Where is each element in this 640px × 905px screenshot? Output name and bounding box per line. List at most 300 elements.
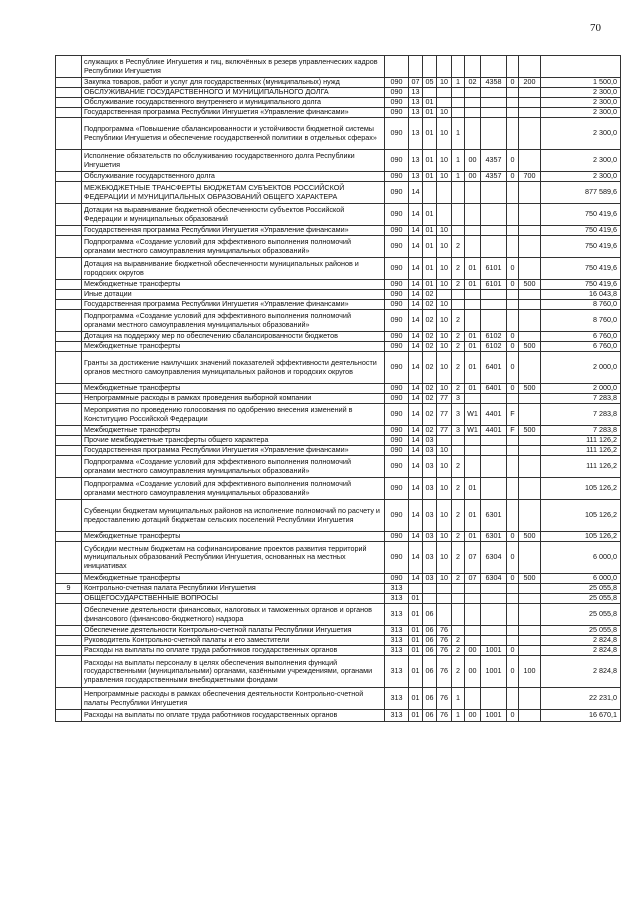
code-subprogram (452, 604, 465, 626)
code-podrazdel: 06 (423, 626, 437, 636)
row-amount: 25 055,8 (541, 626, 621, 636)
code-subprogram (452, 88, 465, 98)
code-direction (481, 236, 507, 258)
code-event: 01 (465, 280, 481, 290)
code-direction: 6304 (481, 574, 507, 584)
code-event: 01 (465, 258, 481, 280)
code-subprogram: 2 (452, 280, 465, 290)
code-event: 01 (465, 332, 481, 342)
code-subprogram: 2 (452, 532, 465, 542)
code-subprogram (452, 626, 465, 636)
code-podrazdel: 01 (423, 150, 437, 172)
code-razdel: 01 (409, 636, 423, 646)
row-number (56, 646, 82, 656)
code-podrazdel (423, 88, 437, 98)
table-row (56, 574, 621, 584)
code-razdel: 13 (409, 108, 423, 118)
code-suffix (507, 636, 519, 646)
code-podrazdel: 03 (423, 456, 437, 478)
row-name: Дотация на поддержку мер по обеспечению сбалансированности бюджетов (82, 332, 385, 342)
code-subprogram (452, 204, 465, 226)
code-suffix: 0 (507, 656, 519, 688)
code-event (465, 584, 481, 594)
code-vr (519, 118, 541, 150)
code-direction: 4357 (481, 150, 507, 172)
code-program (437, 594, 452, 604)
row-amount: 2 824,8 (541, 656, 621, 688)
row-name: Обслуживание государственного долга (82, 172, 385, 182)
row-name: Руководитель Контрольно-счетной палаты и его заместители (82, 636, 385, 646)
code-program: 10 (437, 280, 452, 290)
row-number (56, 456, 82, 478)
code-direction: 6102 (481, 342, 507, 352)
code-vr (519, 404, 541, 426)
code-direction: 6101 (481, 280, 507, 290)
row-name: Обеспечение деятельности Контрольно-счетной палаты Республики Ингушетия (82, 626, 385, 636)
code-event: 00 (465, 710, 481, 722)
code-razdel: 01 (409, 626, 423, 636)
row-name: Межбюджетные трансферты (82, 280, 385, 290)
code-event (465, 182, 481, 204)
row-amount: 877 589,6 (541, 182, 621, 204)
code-vr (519, 98, 541, 108)
table-row (56, 88, 621, 98)
code-gl: 090 (385, 384, 409, 394)
code-suffix: 0 (507, 342, 519, 352)
code-subprogram (452, 594, 465, 604)
row-number (56, 300, 82, 310)
code-event (465, 394, 481, 404)
code-direction (481, 310, 507, 332)
code-vr: 500 (519, 574, 541, 584)
code-event (465, 626, 481, 636)
code-razdel: 14 (409, 446, 423, 456)
code-direction (481, 604, 507, 626)
row-number (56, 236, 82, 258)
code-direction (481, 446, 507, 456)
code-podrazdel: 03 (423, 542, 437, 574)
code-podrazdel: 01 (423, 236, 437, 258)
table-row (56, 56, 621, 78)
code-program: 10 (437, 78, 452, 88)
code-podrazdel (423, 56, 437, 78)
row-amount: 2 300,0 (541, 172, 621, 182)
code-suffix (507, 236, 519, 258)
code-vr (519, 204, 541, 226)
code-podrazdel: 03 (423, 478, 437, 500)
code-gl: 090 (385, 150, 409, 172)
code-subprogram (452, 300, 465, 310)
code-direction (481, 118, 507, 150)
code-subprogram (452, 584, 465, 594)
code-vr (519, 300, 541, 310)
code-podrazdel: 01 (423, 258, 437, 280)
code-gl: 313 (385, 710, 409, 722)
code-gl: 090 (385, 500, 409, 532)
code-subprogram (452, 436, 465, 446)
table-row (56, 78, 621, 88)
table-row (56, 236, 621, 258)
code-razdel: 13 (409, 118, 423, 150)
code-program: 10 (437, 574, 452, 584)
table-row (56, 280, 621, 290)
code-gl: 090 (385, 98, 409, 108)
code-event (465, 108, 481, 118)
code-program: 10 (437, 532, 452, 542)
code-razdel: 14 (409, 404, 423, 426)
code-gl: 090 (385, 404, 409, 426)
code-suffix (507, 310, 519, 332)
code-razdel: 14 (409, 394, 423, 404)
code-vr (519, 594, 541, 604)
row-name: Расходы на выплаты по оплате труда работников государственных органов (82, 710, 385, 722)
code-direction (481, 626, 507, 636)
code-subprogram: 2 (452, 236, 465, 258)
code-suffix (507, 118, 519, 150)
row-name: Подпрограмма «Создание условий для эффективного выполнения полномочий органами местного самоуправления муниципальных образований» (82, 456, 385, 478)
code-podrazdel: 03 (423, 436, 437, 446)
code-podrazdel: 01 (423, 226, 437, 236)
code-gl: 313 (385, 688, 409, 710)
code-subprogram: 2 (452, 478, 465, 500)
code-event: 00 (465, 172, 481, 182)
code-gl: 090 (385, 290, 409, 300)
code-vr (519, 150, 541, 172)
code-vr (519, 352, 541, 384)
table-row (56, 204, 621, 226)
row-name: Обеспечение деятельности финансовых, налоговых и таможенных органов и органов финансового (финансово-бюджетного) надзора (82, 604, 385, 626)
row-amount: 25 055,8 (541, 594, 621, 604)
code-event: 00 (465, 150, 481, 172)
code-gl: 090 (385, 226, 409, 236)
code-direction (481, 594, 507, 604)
code-direction: 6401 (481, 384, 507, 394)
code-subprogram (452, 98, 465, 108)
row-amount (541, 56, 621, 78)
code-vr (519, 646, 541, 656)
code-suffix: F (507, 404, 519, 426)
code-program: 10 (437, 352, 452, 384)
code-program: 76 (437, 710, 452, 722)
page-number: 70 (590, 22, 601, 34)
code-vr (519, 182, 541, 204)
code-razdel: 01 (409, 688, 423, 710)
row-name: Межбюджетные трансферты (82, 426, 385, 436)
row-amount: 16 043,8 (541, 290, 621, 300)
code-direction: 4357 (481, 172, 507, 182)
code-subprogram: 2 (452, 342, 465, 352)
code-event: 01 (465, 500, 481, 532)
code-direction (481, 456, 507, 478)
code-subprogram: 2 (452, 646, 465, 656)
code-program: 76 (437, 656, 452, 688)
row-amount: 1 500,0 (541, 78, 621, 88)
code-razdel: 14 (409, 290, 423, 300)
code-direction (481, 98, 507, 108)
code-suffix: 0 (507, 78, 519, 88)
row-number (56, 172, 82, 182)
row-number: 9 (56, 584, 82, 594)
table-row (56, 542, 621, 574)
code-direction: 6101 (481, 258, 507, 280)
code-suffix (507, 204, 519, 226)
code-suffix: 0 (507, 332, 519, 342)
code-suffix (507, 446, 519, 456)
code-suffix (507, 626, 519, 636)
row-number (56, 394, 82, 404)
code-vr: 500 (519, 426, 541, 436)
row-name: ОБЩЕГОСУДАРСТВЕННЫЕ ВОПРОСЫ (82, 594, 385, 604)
table-row (56, 108, 621, 118)
code-event: 01 (465, 384, 481, 394)
code-podrazdel: 03 (423, 532, 437, 542)
code-program (437, 182, 452, 204)
row-number (56, 384, 82, 394)
row-name: Исполнение обязательств по обслуживанию государственного долга Республики Ингушетия (82, 150, 385, 172)
code-gl: 090 (385, 532, 409, 542)
code-subprogram (452, 226, 465, 236)
code-program: 10 (437, 384, 452, 394)
code-direction: 4401 (481, 404, 507, 426)
code-direction (481, 226, 507, 236)
table-row (56, 594, 621, 604)
row-number (56, 542, 82, 574)
row-name: Закупка товаров, работ и услуг для государственных (муниципальных) нужд (82, 78, 385, 88)
row-amount: 25 055,8 (541, 604, 621, 626)
row-name: Непрограммные расходы в рамках обеспечения деятельности Контрольно-счетной палаты Республики Ингушетия (82, 688, 385, 710)
code-event (465, 290, 481, 300)
row-number (56, 310, 82, 332)
code-event: 00 (465, 646, 481, 656)
code-suffix (507, 108, 519, 118)
row-number (56, 258, 82, 280)
code-razdel: 01 (409, 656, 423, 688)
code-razdel: 14 (409, 456, 423, 478)
code-podrazdel: 03 (423, 574, 437, 584)
row-amount: 25 055,8 (541, 584, 621, 594)
code-direction: 6301 (481, 500, 507, 532)
code-suffix: 0 (507, 280, 519, 290)
code-suffix (507, 594, 519, 604)
code-program: 10 (437, 226, 452, 236)
row-amount: 2 300,0 (541, 108, 621, 118)
code-podrazdel: 02 (423, 310, 437, 332)
code-razdel: 14 (409, 426, 423, 436)
code-razdel: 14 (409, 436, 423, 446)
code-podrazdel: 01 (423, 204, 437, 226)
code-vr (519, 710, 541, 722)
code-subprogram: 1 (452, 710, 465, 722)
code-podrazdel: 06 (423, 710, 437, 722)
code-event: 07 (465, 574, 481, 584)
code-suffix (507, 604, 519, 626)
row-number (56, 626, 82, 636)
code-razdel: 01 (409, 710, 423, 722)
row-amount: 750 419,6 (541, 236, 621, 258)
row-amount: 105 126,2 (541, 500, 621, 532)
code-program: 76 (437, 636, 452, 646)
code-suffix (507, 98, 519, 108)
code-subprogram (452, 182, 465, 204)
code-program: 10 (437, 118, 452, 150)
row-number (56, 594, 82, 604)
code-podrazdel (423, 584, 437, 594)
code-suffix (507, 500, 519, 532)
code-suffix: F (507, 426, 519, 436)
row-name: Подпрограмма «Создание условий для эффективного выполнения полномочий органами местного самоуправления муниципальных образований» (82, 236, 385, 258)
table-row (56, 456, 621, 478)
code-podrazdel: 06 (423, 636, 437, 646)
code-subprogram: 2 (452, 352, 465, 384)
code-event: 00 (465, 656, 481, 688)
row-number (56, 688, 82, 710)
code-gl (385, 56, 409, 78)
code-razdel: 14 (409, 342, 423, 352)
table-row (56, 710, 621, 722)
code-podrazdel (423, 594, 437, 604)
code-gl: 090 (385, 280, 409, 290)
code-program (437, 56, 452, 78)
code-vr (519, 478, 541, 500)
code-razdel: 14 (409, 332, 423, 342)
code-event (465, 456, 481, 478)
code-suffix (507, 436, 519, 446)
row-number (56, 108, 82, 118)
code-program (437, 204, 452, 226)
code-direction (481, 584, 507, 594)
row-number (56, 656, 82, 688)
row-name: Государственная программа Республики Ингушетия «Управление финансами» (82, 226, 385, 236)
row-number (56, 88, 82, 98)
code-suffix: 0 (507, 574, 519, 584)
code-gl: 090 (385, 542, 409, 574)
table-row (56, 300, 621, 310)
code-vr (519, 584, 541, 594)
code-event: 02 (465, 78, 481, 88)
code-podrazdel: 02 (423, 352, 437, 384)
code-gl: 090 (385, 456, 409, 478)
row-name: Межбюджетные трансферты (82, 342, 385, 352)
code-podrazdel: 03 (423, 500, 437, 532)
code-razdel: 13 (409, 150, 423, 172)
code-suffix: 0 (507, 710, 519, 722)
row-name: Государственная программа Республики Ингушетия «Управление финансами» (82, 300, 385, 310)
code-suffix: 0 (507, 384, 519, 394)
code-event (465, 226, 481, 236)
code-razdel: 07 (409, 78, 423, 88)
row-number (56, 352, 82, 384)
row-amount: 8 760,0 (541, 300, 621, 310)
code-direction (481, 290, 507, 300)
code-program: 77 (437, 426, 452, 436)
table-row (56, 584, 621, 594)
table-row (56, 404, 621, 426)
row-amount: 111 126,2 (541, 436, 621, 446)
table-row (56, 656, 621, 688)
code-subprogram: 1 (452, 150, 465, 172)
code-gl: 090 (385, 310, 409, 332)
code-podrazdel: 02 (423, 404, 437, 426)
row-name: Мероприятия по проведению голосования по одобрению внесения изменений в Конституцию Российской Федерации (82, 404, 385, 426)
code-event: W1 (465, 404, 481, 426)
code-program: 10 (437, 332, 452, 342)
code-vr (519, 688, 541, 710)
code-gl: 090 (385, 446, 409, 456)
code-vr (519, 446, 541, 456)
code-program: 76 (437, 626, 452, 636)
code-direction (481, 88, 507, 98)
code-gl: 090 (385, 88, 409, 98)
code-program: 10 (437, 500, 452, 532)
code-razdel: 14 (409, 236, 423, 258)
code-suffix (507, 290, 519, 300)
code-suffix (507, 478, 519, 500)
code-subprogram (452, 446, 465, 456)
code-razdel: 14 (409, 182, 423, 204)
code-vr (519, 636, 541, 646)
code-vr (519, 88, 541, 98)
code-razdel: 14 (409, 500, 423, 532)
row-number (56, 98, 82, 108)
code-vr (519, 226, 541, 236)
code-event: 01 (465, 532, 481, 542)
row-amount: 2 824,8 (541, 636, 621, 646)
code-program: 10 (437, 236, 452, 258)
code-razdel: 01 (409, 646, 423, 656)
code-event (465, 636, 481, 646)
row-number (56, 118, 82, 150)
code-gl: 313 (385, 636, 409, 646)
code-podrazdel (423, 182, 437, 204)
row-amount: 750 419,6 (541, 280, 621, 290)
row-name: Межбюджетные трансферты (82, 384, 385, 394)
table-row (56, 226, 621, 236)
row-amount: 16 670,1 (541, 710, 621, 722)
row-name: Субсидии местным бюджетам на софинансирование проектов развития территорий муниципальных образований Республики Ингушетия, основанных на местных инициативах (82, 542, 385, 574)
row-amount: 6 000,0 (541, 542, 621, 574)
code-subprogram: 3 (452, 426, 465, 436)
table-row (56, 446, 621, 456)
table-row (56, 436, 621, 446)
code-program: 76 (437, 688, 452, 710)
code-event (465, 88, 481, 98)
code-event (465, 446, 481, 456)
code-suffix: 0 (507, 258, 519, 280)
code-podrazdel: 06 (423, 688, 437, 710)
table-row (56, 118, 621, 150)
row-name: Дотации на выравнивание бюджетной обеспеченности субъектов Российской Федерации и муниципальных образований (82, 204, 385, 226)
row-number (56, 150, 82, 172)
code-razdel: 01 (409, 604, 423, 626)
code-subprogram (452, 290, 465, 300)
code-direction (481, 182, 507, 204)
code-suffix: 0 (507, 646, 519, 656)
code-gl: 090 (385, 204, 409, 226)
code-razdel (409, 56, 423, 78)
row-amount: 111 126,2 (541, 446, 621, 456)
row-name: Иные дотации (82, 290, 385, 300)
code-vr (519, 604, 541, 626)
row-number (56, 404, 82, 426)
table-row (56, 172, 621, 182)
code-program: 10 (437, 310, 452, 332)
code-gl: 090 (385, 182, 409, 204)
row-name: Подпрограмма «Создание условий для эффективного выполнения полномочий органами местного самоуправления муниципальных образований» (82, 478, 385, 500)
code-razdel: 01 (409, 594, 423, 604)
code-program: 10 (437, 172, 452, 182)
code-vr (519, 394, 541, 404)
code-program: 76 (437, 646, 452, 656)
